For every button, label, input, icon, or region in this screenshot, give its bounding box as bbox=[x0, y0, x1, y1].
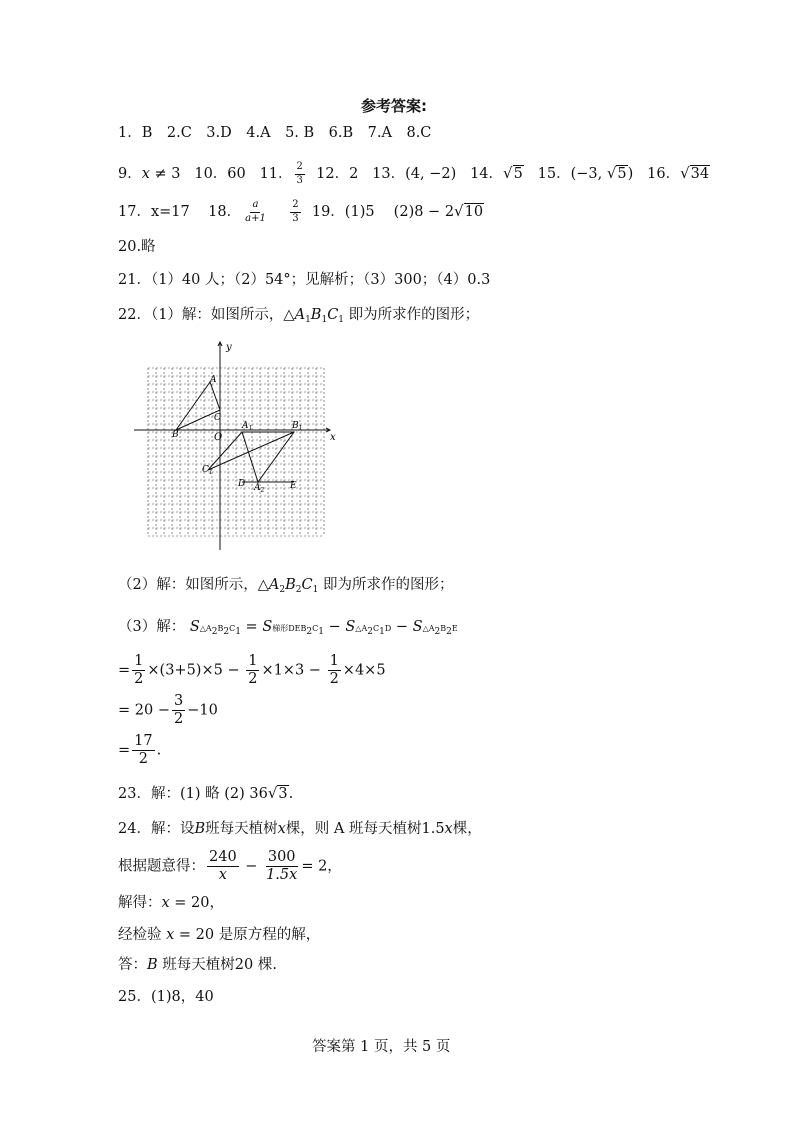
point-b1-label: $B_1$ bbox=[292, 421, 303, 432]
point-c1-label: $C_1$ bbox=[202, 465, 213, 476]
calc-step-3: = $\frac{17}{2}$ . bbox=[118, 733, 162, 768]
page-footer: 答案第 1 页，共 5 页 bbox=[312, 1039, 451, 1055]
answers-17-19: 17．x=17 18． $\frac{a}{a+1}$ $\frac{2}{3}$ 19．(1)5 (2)8 − 2√10 bbox=[118, 199, 484, 224]
y-axis-label: y bbox=[226, 342, 232, 353]
point-a1-label: $A_1$ bbox=[242, 421, 253, 432]
answer-22-part2: （2）解：如图所示，$\triangle A_2B_2C_1$ 即为所求作的图形； bbox=[118, 577, 454, 595]
answer-24-check: 经检验 x = 20 是原方程的解， bbox=[118, 927, 321, 943]
answers-9-16: 9．x ≠ 3 10．60 11． $\frac{2}{3}$ 12．2 13．(4, −2) 14．√5 15．(−3, √5) 16．√34 bbox=[118, 161, 710, 186]
point-a-label: A bbox=[210, 375, 217, 385]
point-c-label: C bbox=[214, 413, 221, 423]
answer-24-setup: 24．解：设B班每天植树x棵，则 A 班每天植树1.5x棵， bbox=[118, 821, 482, 837]
point-a2-label: $A_2$ bbox=[254, 483, 265, 494]
answer-24-equation: 根据题意得： $\frac{240}{x}$ − $\frac{300}{1.5x}$ = 2， bbox=[118, 849, 342, 884]
answer-24-final: 答：B 班每天植树20 棵. bbox=[118, 957, 277, 973]
answer-25: 25．(1)8，40 bbox=[118, 989, 214, 1005]
point-e-label: E bbox=[290, 481, 297, 491]
answer-22-part3: （3）解： $S\triangle A_2B_2C_1 = S$梯形$DEB_2C_1$ − $S\triangle A_2C_1D$ − $S\triangle A_2B_2E$ bbox=[118, 619, 458, 637]
answer-24-solution: 解得：x = 20， bbox=[118, 895, 225, 911]
answer-21: 21．（1）40 人；（2）54°；见解析；（3）300；（4）0.3 bbox=[118, 272, 491, 288]
page-title: 参考答案: bbox=[361, 97, 427, 115]
origin-label: O bbox=[214, 432, 223, 443]
point-d-label: D bbox=[238, 479, 246, 489]
coordinate-grid-figure bbox=[134, 342, 334, 552]
calc-step-1: = $\frac{1}{2}$ ×(3+5)×5 − $\frac{1}{2}$ ×1×3 − $\frac{1}{2}$ ×4×5 bbox=[118, 653, 386, 688]
answers-1-8: 1．B 2.C 3.D 4.A 5. B 6.B 7.A 8.C bbox=[118, 125, 432, 141]
answer-20: 20.略 bbox=[118, 239, 156, 255]
calc-step-2: = 20 − $\frac{3}{2}$ −10 bbox=[118, 693, 218, 728]
point-b-label: B bbox=[172, 430, 179, 440]
answer-23: 23．解：(1) 略 (2) 36√3. bbox=[118, 784, 294, 802]
answer-22-part1: 22．（1）解：如图所示，$\triangle A_1B_1C_1$ 即为所求作的图形； bbox=[118, 307, 480, 325]
x-axis-label: x bbox=[330, 432, 336, 443]
